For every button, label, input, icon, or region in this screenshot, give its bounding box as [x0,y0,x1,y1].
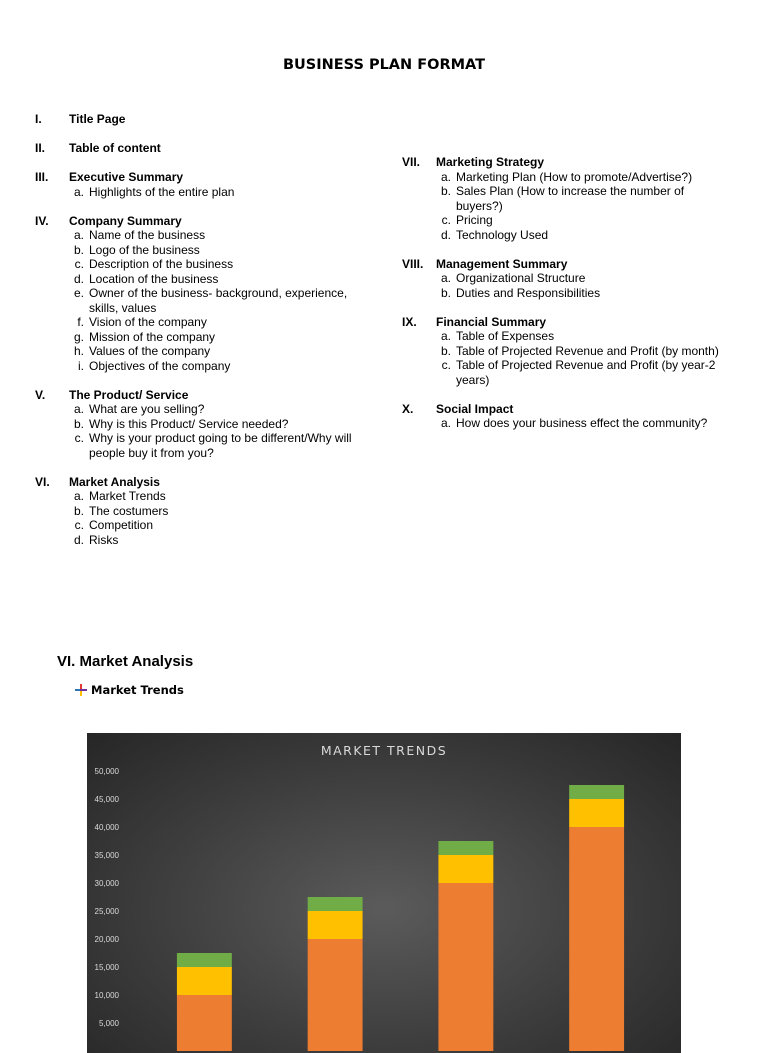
toc-item-letter: c. [74,518,84,532]
toc-item-letter: a. [440,271,451,285]
toc-item-text: Name of the business [89,228,206,242]
toc-section-title: Social Impact [436,401,514,416]
toc-section-heading [35,112,375,127]
toc-item-text: What are you selling? [89,402,205,416]
toc-item-letter: g. [73,329,84,344]
toc-item-text: Marketing Plan (How to promote/Advertise?) [456,169,693,184]
bar-segment [438,855,493,883]
bar-segment [569,827,624,1051]
subheading-market-trends [75,683,184,697]
y-tick-label: 10,000 [94,991,119,1000]
toc-section-number: VI. [35,474,50,489]
toc-section-title: Market Analysis [69,474,160,489]
toc-item-text: Mission of the company [89,329,216,344]
bar-segment [438,841,493,855]
y-tick-label: 30,000 [94,879,119,888]
toc-item-letter: f. [77,315,84,329]
toc-section-title: Executive Summary [69,170,184,184]
toc-item-letter: a. [440,329,451,343]
toc-item-text: How does your business effect the community? [456,416,708,430]
toc-section-number: III. [35,170,49,184]
toc-section [35,141,375,156]
toc-item-letter: c. [74,257,84,271]
toc-item-letter: b. [440,184,451,198]
toc-section-number: X. [402,401,414,416]
toc-section-heading [402,155,732,170]
toc-item-letter: c. [441,213,451,227]
toc-item [35,402,375,417]
y-tick-label: 20,000 [94,935,119,944]
bar-segment [438,883,493,1051]
toc-section-title: The Product/ Service [69,387,189,402]
toc-item-letter: b. [440,343,451,358]
toc-item [402,228,732,243]
market-trends-chart [87,733,681,1053]
toc-item [35,330,375,345]
toc-item [402,170,732,185]
toc-item-letter: b. [440,285,451,300]
toc-section [35,214,375,374]
toc-item [35,344,375,359]
toc-item-letter: a. [73,402,84,416]
toc-item-list [35,402,375,460]
toc-item [35,518,375,533]
toc-item-list [35,185,375,200]
toc-section-number: V. [35,387,46,402]
bar-segment [308,939,363,1051]
toc-section-number: II. [35,141,46,155]
toc-item-list [402,329,732,387]
toc-item-list [402,271,732,300]
toc-item [402,416,732,431]
toc-item [35,359,375,374]
toc-section-title: Table of content [69,141,161,155]
toc-section-number: IV. [35,213,49,228]
y-tick-label: 50,000 [94,767,119,776]
toc-item-text: Owner of the business- background, experience, skills, values [89,286,348,315]
toc-item [35,286,375,315]
toc-item-text: Objectives of the company [89,358,231,373]
toc-item [402,271,732,286]
toc-item-letter: d. [440,227,451,242]
toc-item-letter: d. [73,532,84,547]
y-tick-label: 35,000 [94,851,119,860]
toc-item [35,185,375,200]
toc-item-list [402,170,732,243]
document-title: BUSINESS PLAN FORMAT [282,57,486,73]
toc-item-text: Technology Used [456,227,549,242]
y-tick-label: 40,000 [94,823,119,832]
toc-section-title: Financial Summary [436,314,547,329]
chart-plot [87,733,681,1053]
toc-item-letter: a. [73,184,84,199]
chart-title: MARKET TRENDS [320,743,448,758]
plus-bullet-icon [75,684,87,696]
toc-left-column [35,112,375,562]
toc-item-text: Table of Projected Revenue and Profit (by month) [456,343,719,358]
toc-item-text: Competition [89,518,154,532]
toc-section-title: Marketing Strategy [436,155,545,169]
toc-item [35,533,375,548]
bar-segment [569,785,624,799]
toc-section-heading [35,141,375,156]
y-tick-label: 15,000 [94,963,119,972]
toc-item [35,489,375,504]
toc-item-letter: c. [74,431,84,445]
toc-item [402,184,732,213]
toc-section [402,402,732,431]
toc-item-text: Logo of the business [89,242,200,257]
toc-item-text: Description of the business [89,257,234,271]
toc-item-text: Pricing [456,213,493,227]
toc-section-heading [35,475,375,490]
toc-section-heading [402,402,732,417]
toc-section [35,112,375,127]
toc-item [402,286,732,301]
bar-segment [308,897,363,911]
toc-section-heading [35,214,375,229]
toc-section-heading [402,315,732,330]
toc-item-letter: d. [73,271,84,286]
bar-segment [308,911,363,939]
section-heading: VI. Market Analysis [57,653,194,670]
toc-item [402,358,732,387]
toc-item [402,344,732,359]
subheading-label: Market Trends [91,683,184,697]
bar-segment [569,799,624,827]
toc-item [35,417,375,432]
toc-item-letter: b. [73,503,84,518]
toc-item-list [402,416,732,431]
toc-item [35,228,375,243]
toc-item [402,213,732,228]
toc-item-letter: i. [78,358,84,373]
bar-segment [177,967,232,995]
toc-item-letter: e. [73,286,84,300]
toc-section-title: Company Summary [69,213,182,228]
toc-item-letter: a. [73,228,84,242]
toc-item [402,329,732,344]
toc-item-letter: c. [441,358,451,372]
toc-item-text: Why is this Product/ Service needed? [89,416,289,431]
toc-section [35,475,375,548]
bar-segment [177,953,232,967]
y-tick-label: 5,000 [98,1019,119,1028]
toc-section [402,315,732,388]
toc-item-letter: b. [73,242,84,257]
toc-item-letter: a. [440,169,451,184]
toc-item-text: The costumers [89,503,169,518]
toc-item-letter: h. [73,344,84,358]
toc-item-text: Highlights of the entire plan [89,184,235,199]
toc-item-text: Market Trends [89,489,166,503]
toc-item [35,243,375,258]
toc-item-letter: b. [73,416,84,431]
toc-item-list [35,228,375,373]
toc-item-letter: a. [440,416,451,430]
toc-item-text: Vision of the company [89,315,207,329]
bar-segment [177,995,232,1051]
toc-right-column [402,155,732,445]
toc-section-number: I. [35,112,42,126]
toc-section-number: VIII. [402,256,424,271]
toc-item-text: Organizational Structure [456,271,586,285]
toc-section-number: VII. [402,155,421,169]
toc-item [35,257,375,272]
toc-item-text: Duties and Responsibilities [456,285,601,300]
toc-section-heading [35,388,375,403]
toc-item-text: Risks [89,532,119,547]
toc-item-text: Why is your product going to be different/Why will people buy it from you? [89,431,352,460]
y-tick-label: 25,000 [94,907,119,916]
y-tick-label: 45,000 [94,795,119,804]
toc-section-heading [402,257,732,272]
toc-section-number: IX. [402,314,417,329]
toc-section-heading [35,170,375,185]
toc-section-title: Management Summary [436,256,568,271]
toc-item-letter: a. [73,489,84,503]
toc-item [35,504,375,519]
toc-item-list [35,489,375,547]
toc-item-text: Table of Projected Revenue and Profit (by year-2 years) [456,358,716,387]
toc-item-text: Location of the business [89,271,219,286]
toc-item-text: Sales Plan (How to increase the number of buyers?) [456,184,685,213]
toc-section [35,388,375,461]
toc-section [402,155,732,242]
toc-item [35,431,375,460]
toc-section-title: Title Page [69,112,126,126]
toc-item-text: Values of the company [89,344,211,358]
toc-item [35,272,375,287]
toc-section [402,257,732,301]
toc-section [35,170,375,199]
toc-item-text: Table of Expenses [456,329,555,343]
toc-item [35,315,375,330]
